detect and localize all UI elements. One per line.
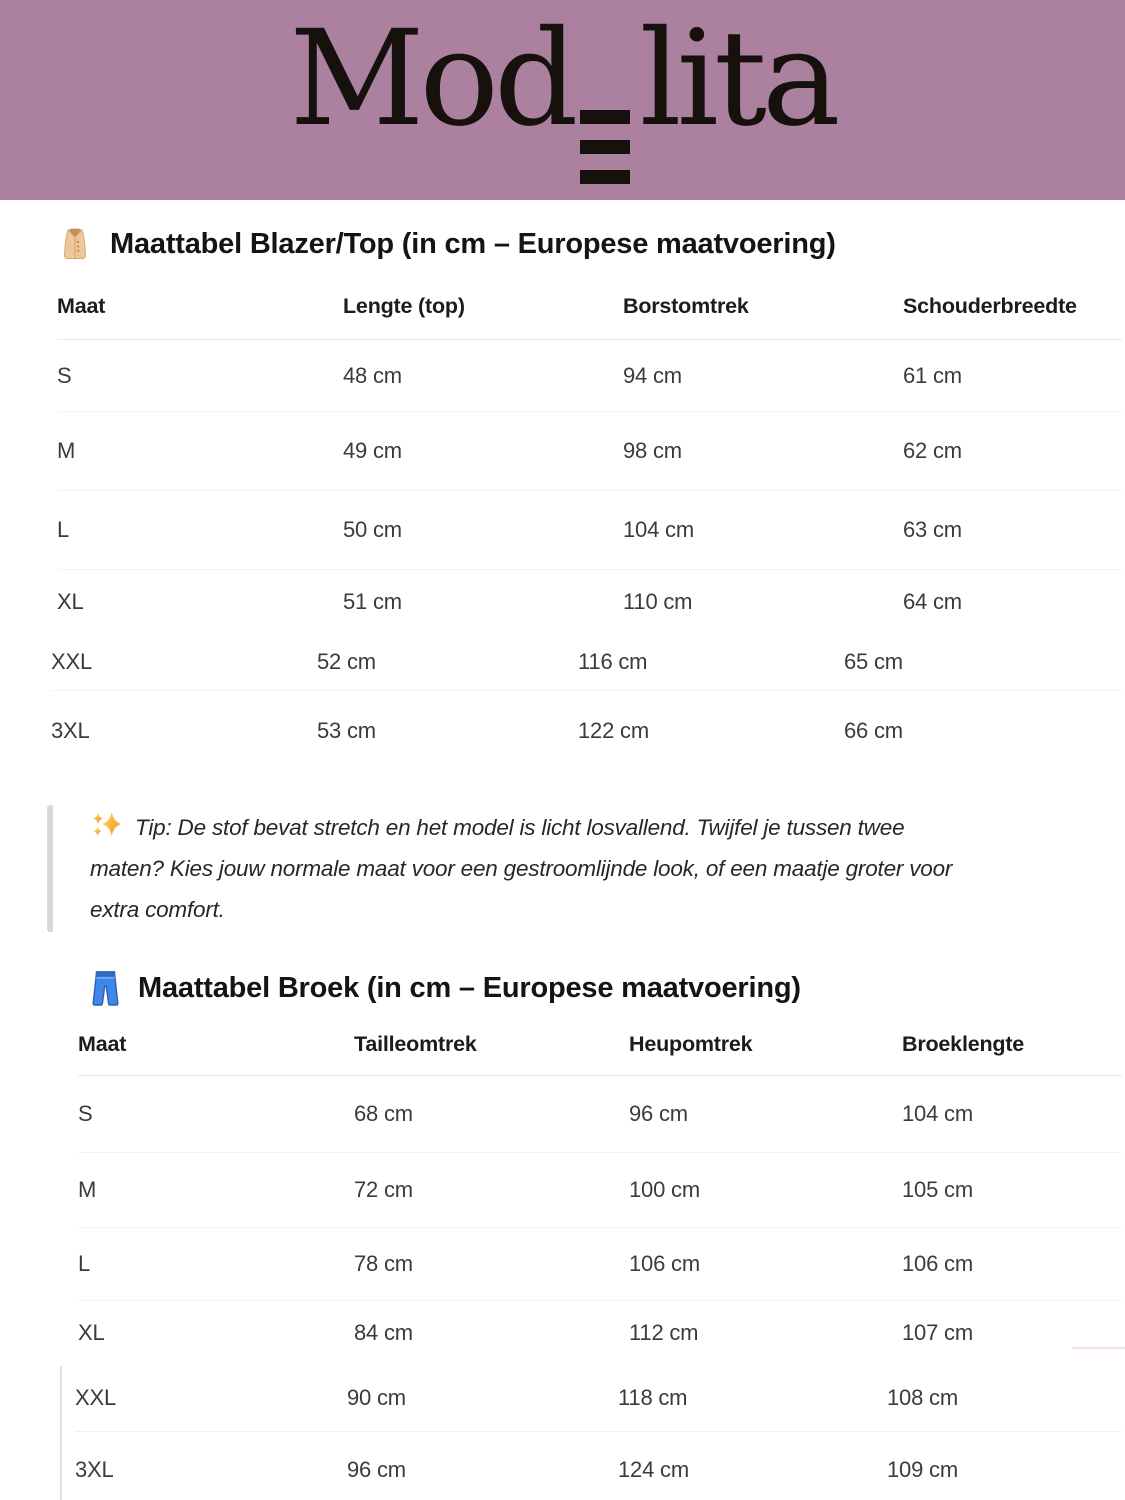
blazer-table-header-row: [57, 294, 1122, 340]
size-label: L: [78, 1251, 91, 1277]
column-header: Tailleomtrek: [354, 1032, 477, 1057]
column-header: Maat: [78, 1032, 127, 1057]
cell-value: 107 cm: [902, 1320, 973, 1346]
brand-logo: [289, 1, 836, 184]
blazer-title-text: Maattabel Blazer/Top (in cm – Europese maatvoering): [110, 227, 836, 260]
broek-size-table: [57, 1032, 1122, 1500]
tip-callout: [47, 805, 1122, 932]
cell-value: 64 cm: [903, 589, 962, 614]
size-label: 3XL: [51, 718, 90, 743]
logo-text-left: Mod: [289, 1, 574, 156]
cell-value: 53 cm: [317, 718, 376, 743]
cell-value: 61 cm: [903, 362, 962, 388]
cell-value: 84 cm: [354, 1320, 413, 1346]
column-header: Lengte (top): [343, 294, 465, 318]
column-header: Schouderbreedte: [903, 294, 1077, 318]
table-row: [78, 1301, 1122, 1365]
table-row: [78, 1076, 1122, 1153]
cell-value: 109 cm: [887, 1456, 958, 1482]
cell-value: 108 cm: [887, 1385, 958, 1411]
cell-value: 90 cm: [347, 1385, 406, 1411]
jeans-icon: [90, 969, 121, 1007]
stitch-line-horizontal: [1072, 1347, 1125, 1349]
cell-value: 66 cm: [844, 718, 903, 743]
cell-value: 100 cm: [629, 1177, 700, 1203]
table-row: [57, 570, 1122, 634]
cell-value: 110 cm: [623, 589, 693, 614]
broek-section-title: [90, 968, 1122, 1008]
size-label: XL: [78, 1320, 105, 1346]
tip-text-line: maten? Kies jouw normale maat voor een gestroomlijnde look, of een maatje groter voor: [90, 856, 953, 881]
cell-value: 104 cm: [902, 1101, 973, 1127]
sparkles-icon: [90, 808, 124, 842]
size-label: S: [57, 362, 72, 388]
cell-value: 118 cm: [618, 1385, 688, 1411]
cell-value: 52 cm: [317, 649, 376, 674]
cell-value: 94 cm: [623, 362, 682, 388]
column-header: Maat: [57, 294, 106, 318]
cell-value: 105 cm: [902, 1177, 973, 1203]
cell-value: 122 cm: [578, 718, 649, 743]
size-label: S: [78, 1101, 93, 1127]
size-label: L: [57, 517, 70, 542]
table-row: [75, 1365, 1122, 1432]
table-row: [51, 634, 1122, 691]
blazer-size-table: [51, 294, 1122, 771]
cell-value: 68 cm: [354, 1101, 413, 1127]
cell-value: 49 cm: [343, 438, 402, 463]
cell-value: 63 cm: [903, 517, 962, 542]
cell-value: 116 cm: [578, 649, 648, 674]
cell-value: 106 cm: [902, 1251, 973, 1277]
cell-value: 112 cm: [629, 1320, 699, 1346]
cell-value: 96 cm: [347, 1456, 406, 1482]
size-label: XXL: [51, 649, 92, 674]
size-label: XXL: [75, 1385, 116, 1411]
size-label: M: [57, 438, 76, 463]
brand-header: [0, 0, 1125, 200]
cell-value: 51 cm: [343, 589, 402, 614]
coat-icon: [57, 226, 93, 262]
cell-value: 104 cm: [623, 517, 694, 542]
table-row: [51, 691, 1122, 771]
column-header: Borstomtrek: [623, 294, 749, 318]
cell-value: 96 cm: [629, 1101, 688, 1127]
cell-value: 50 cm: [343, 517, 402, 542]
table-row: [78, 1153, 1122, 1228]
logo-e-bars-icon: [580, 110, 630, 184]
column-header: Broeklengte: [902, 1032, 1025, 1057]
table-row: [57, 340, 1122, 412]
cell-value: 98 cm: [623, 438, 682, 463]
table-row: [75, 1432, 1122, 1500]
column-header: Heupomtrek: [629, 1032, 753, 1057]
table-row: [78, 1228, 1122, 1301]
cell-value: 62 cm: [903, 438, 962, 463]
cell-value: 65 cm: [844, 649, 903, 674]
size-label: 3XL: [75, 1456, 114, 1482]
page-content: [0, 224, 1125, 1500]
table-row: [57, 412, 1122, 491]
size-label: XL: [57, 589, 84, 614]
logo-text-right: lita: [639, 1, 836, 156]
cell-value: 124 cm: [618, 1456, 689, 1482]
broek-title-text: Maattabel Broek (in cm – Europese maatvoering): [138, 971, 801, 1004]
cell-value: 48 cm: [343, 362, 402, 388]
stitch-line-vertical: [60, 1366, 62, 1500]
cell-value: 78 cm: [354, 1251, 413, 1277]
size-label: M: [78, 1177, 97, 1203]
blazer-section-title: [57, 224, 1122, 264]
tip-text-line: extra comfort.: [90, 897, 225, 922]
tip-text-line: [90, 807, 1122, 848]
table-row: [57, 491, 1122, 570]
broek-table-header-row: [78, 1032, 1122, 1076]
cell-value: 106 cm: [629, 1251, 700, 1277]
cell-value: 72 cm: [354, 1177, 413, 1203]
tip-text: Tip: De stof bevat stretch en het model is licht losvallend. Twijfel je tussen twee: [135, 815, 905, 840]
